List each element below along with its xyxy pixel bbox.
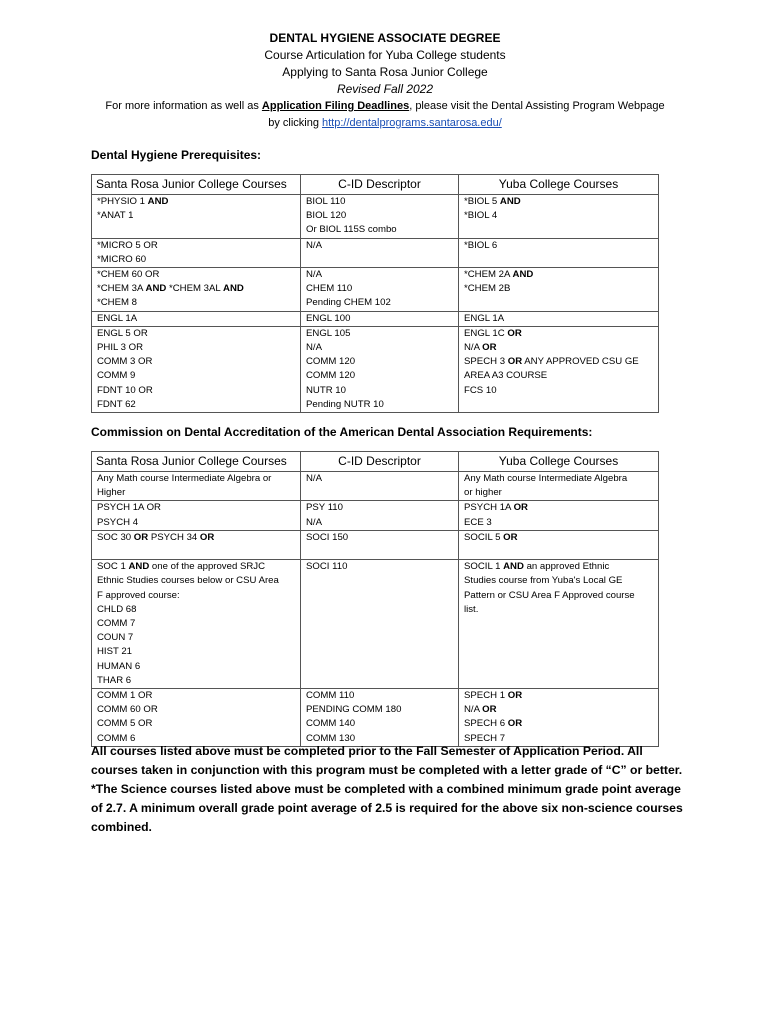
cell-line xyxy=(97,486,295,500)
cid-descriptor-cell xyxy=(301,689,459,747)
course-text: ECE 3 xyxy=(464,516,492,528)
course-text: PSYCH 1A OR xyxy=(97,502,161,514)
course-text: Any Math course Intermediate Algebra or xyxy=(97,473,272,484)
course-text: *BIOL 4 xyxy=(464,210,498,222)
course-text: *CHEM 3A xyxy=(97,283,146,295)
cell-line xyxy=(97,531,295,545)
cell-line xyxy=(97,603,295,617)
cell-line: BIOL 120 xyxy=(306,210,347,222)
table-row xyxy=(92,472,659,501)
filing-deadlines-text: Application Filing Deadlines xyxy=(261,100,410,112)
coda-body xyxy=(92,472,659,747)
connector-keyword: AND xyxy=(128,561,150,573)
revised-date: Revised Fall 2022 xyxy=(336,82,434,96)
yuba-course-cell xyxy=(459,311,659,326)
course-text: PSYCH 34 xyxy=(148,531,200,543)
cell-line xyxy=(97,574,295,588)
cell-line xyxy=(97,689,295,703)
course-text: PHIL 3 OR xyxy=(97,342,144,354)
course-text: ENGL 1C xyxy=(464,327,508,339)
srjc-course-cell xyxy=(92,311,301,326)
table-row xyxy=(92,311,659,326)
cell-line xyxy=(97,268,295,282)
connector-keyword: AND xyxy=(499,196,521,207)
cell-line xyxy=(464,209,653,223)
cid-descriptor-cell xyxy=(301,530,459,559)
course-text: list. xyxy=(464,603,479,615)
cell-line xyxy=(464,589,653,603)
course-text: *BIOL 6 xyxy=(464,239,498,251)
table-header-row xyxy=(92,452,659,472)
cell-line xyxy=(464,369,653,383)
cell-line xyxy=(97,674,295,688)
course-text: *CHEM 8 xyxy=(97,297,137,309)
course-text: SOCIL 1 xyxy=(464,561,504,573)
document-subtitle-2: Applying to Santa Rosa Junior College xyxy=(282,65,488,79)
cell-line xyxy=(97,355,295,369)
course-text: or higher xyxy=(464,487,502,499)
course-text: Studies course from Yuba's Local GE xyxy=(464,575,623,587)
course-text: F approved course: xyxy=(97,589,180,601)
cell-line xyxy=(97,398,295,412)
yuba-course-cell xyxy=(459,268,659,312)
cell-line xyxy=(464,486,653,500)
connector-keyword: AND xyxy=(147,196,169,207)
column-header-yuba: Yuba College Courses xyxy=(459,452,659,472)
course-text: Ethnic Studies courses below or CSU Area xyxy=(97,575,279,587)
table-row xyxy=(92,326,659,412)
document-title: DENTAL HYGIENE ASSOCIATE DEGREE xyxy=(269,31,501,45)
yuba-course-cell xyxy=(459,195,659,239)
cell-line: SOCI 150 xyxy=(306,531,349,543)
connector-keyword: OR xyxy=(503,531,518,543)
course-text: COMM 5 OR xyxy=(97,718,153,730)
cell-line: PSY 110 xyxy=(306,502,343,514)
yuba-course-cell xyxy=(459,560,659,689)
column-header-cid: C-ID Descriptor xyxy=(301,452,459,472)
course-text: HUMAN 6 xyxy=(97,660,141,672)
cell-line xyxy=(464,341,653,355)
cell-line: N/A xyxy=(306,239,322,251)
requirements-note: All courses listed above must be completed prior to the Fall Semester of Application Period. All courses taken in conjunction with this program must be completed with a letter grade of “C” or better. *The Science courses listed above must be completed with a combined minimum grade point average of 2.7. A minimum overall grade point average of 2.5 is required for the above six non-science courses combined. xyxy=(91,744,683,834)
course-text: AREA A3 COURSE xyxy=(464,370,548,382)
cell-line xyxy=(464,327,653,341)
cell-line: COMM 140 xyxy=(306,718,356,730)
connector-keyword: OR xyxy=(507,690,523,702)
course-text: ENGL 1A xyxy=(97,312,138,324)
cell-line xyxy=(464,574,653,588)
cell-line xyxy=(97,312,295,326)
link-line xyxy=(0,115,770,132)
cell-line: Pending NUTR 10 xyxy=(306,398,384,410)
course-text: SPECH 6 xyxy=(464,718,508,730)
course-text: ANY APPROVED CSU GE xyxy=(522,356,639,368)
column-header-cid: C-ID Descriptor xyxy=(301,175,459,195)
course-text: COMM 9 xyxy=(97,370,136,382)
column-header-srjc: Santa Rosa Junior College Courses xyxy=(92,175,301,195)
course-text: PSYCH 1A xyxy=(464,502,514,514)
cell-line xyxy=(464,516,653,530)
cell-line xyxy=(97,660,295,674)
course-text: FCS 10 xyxy=(464,384,497,396)
cell-line xyxy=(97,369,295,383)
cell-line xyxy=(464,531,653,545)
course-text: *CHEM 3AL xyxy=(166,283,224,295)
table-row xyxy=(92,268,659,312)
cid-descriptor-cell xyxy=(301,311,459,326)
srjc-course-cell xyxy=(92,268,301,312)
cell-line: Or BIOL 115S combo xyxy=(306,224,397,236)
cell-line: CHEM 110 xyxy=(306,283,353,295)
document-header xyxy=(0,30,770,132)
cell-line xyxy=(464,603,653,617)
course-text: HIST 21 xyxy=(97,646,133,658)
course-text: *MICRO 5 OR xyxy=(97,239,158,251)
course-text: SOC 1 xyxy=(97,561,129,573)
srjc-course-cell xyxy=(92,472,301,501)
info-prefix: For more information as well as xyxy=(105,100,262,112)
course-text: CHLD 68 xyxy=(97,603,137,615)
info-suffix: , please visit the Dental Assisting Program Webpage xyxy=(409,100,665,112)
table-row xyxy=(92,238,659,267)
cell-line: COMM 120 xyxy=(306,356,356,368)
cell-line xyxy=(97,384,295,398)
table-header-row xyxy=(92,175,659,195)
course-text: COMM 6 xyxy=(97,732,136,744)
connector-keyword: OR xyxy=(133,531,149,543)
cell-line: COMM 120 xyxy=(306,370,356,382)
cell-line xyxy=(464,717,653,731)
cell-line xyxy=(97,560,295,574)
cell-line: COMM 130 xyxy=(306,732,356,744)
course-text: Any Math course Intermediate Algebra xyxy=(464,473,628,484)
course-text: COMM 60 OR xyxy=(97,704,158,716)
cell-line xyxy=(97,717,295,731)
cell-line xyxy=(97,195,295,209)
srjc-course-cell xyxy=(92,560,301,689)
prerequisites-table xyxy=(91,174,659,413)
yuba-course-cell xyxy=(459,501,659,530)
cell-line xyxy=(97,516,295,530)
connector-keyword: OR xyxy=(513,502,528,514)
cell-line xyxy=(97,501,295,515)
cell-line xyxy=(97,253,295,267)
course-text: PSYCH 4 xyxy=(97,516,139,528)
course-text: SOC 30 xyxy=(97,531,134,543)
course-text: N/A xyxy=(464,704,483,716)
connector-keyword: OR xyxy=(482,342,497,354)
cell-line xyxy=(97,545,295,559)
cell-line xyxy=(97,703,295,717)
info-line xyxy=(0,98,770,115)
cell-line: Pending CHEM 102 xyxy=(306,297,391,309)
connector-keyword: AND xyxy=(145,283,167,295)
cell-line xyxy=(464,560,653,574)
course-text: COMM 3 OR xyxy=(97,356,153,368)
cell-line xyxy=(97,631,295,645)
srjc-course-cell xyxy=(92,689,301,747)
connector-keyword: OR xyxy=(507,356,523,368)
course-text: *BIOL 5 xyxy=(464,196,500,207)
cell-line xyxy=(464,195,653,209)
cell-line xyxy=(464,384,653,398)
course-text: *CHEM 2B xyxy=(464,283,511,295)
course-text: *CHEM 2A xyxy=(464,269,513,281)
cell-line xyxy=(97,341,295,355)
course-text: COMM 7 xyxy=(97,618,136,630)
course-text: ENGL 1A xyxy=(464,312,505,324)
coda-table xyxy=(91,451,659,747)
course-text: Higher xyxy=(97,487,126,499)
course-text: N/A xyxy=(464,342,483,354)
course-text: one of the approved SRJC xyxy=(149,561,265,573)
coda-heading: Commission on Dental Accreditation of the American Dental Association Requirements: xyxy=(91,425,593,439)
cell-line xyxy=(464,355,653,369)
cid-descriptor-cell xyxy=(301,238,459,267)
cid-descriptor-cell xyxy=(301,472,459,501)
document-subtitle-1: Course Articulation for Yuba College students xyxy=(264,48,506,62)
course-text: an approved Ethnic xyxy=(523,561,610,573)
course-text: COMM 1 OR xyxy=(97,690,153,702)
cell-line xyxy=(97,589,295,603)
table-row xyxy=(92,560,659,689)
course-text: *CHEM 60 OR xyxy=(97,269,160,281)
course-text: THAR 6 xyxy=(97,674,132,686)
cell-line xyxy=(464,312,653,326)
cell-line: N/A xyxy=(306,269,322,281)
course-text: COUN 7 xyxy=(97,632,134,644)
cid-descriptor-cell xyxy=(301,560,459,689)
srjc-course-cell xyxy=(92,326,301,412)
yuba-course-cell xyxy=(459,530,659,559)
srjc-course-cell xyxy=(92,501,301,530)
cell-line xyxy=(97,472,295,486)
connector-keyword: OR xyxy=(482,704,497,716)
cell-line: N/A xyxy=(306,516,322,528)
course-text: Pattern or CSU Area F Approved course xyxy=(464,589,635,601)
course-text: FDNT 62 xyxy=(97,398,136,410)
connector-keyword: OR xyxy=(507,718,523,730)
cell-line xyxy=(464,239,653,253)
yuba-course-cell xyxy=(459,689,659,747)
table-row xyxy=(92,530,659,559)
cell-line xyxy=(97,296,295,310)
prerequisites-body xyxy=(92,195,659,413)
cell-line: ENGL 105 xyxy=(306,327,351,339)
cell-line: PENDING COMM 180 xyxy=(306,704,402,716)
course-text: SPECH 1 xyxy=(464,690,508,702)
course-text: SPECH 7 xyxy=(464,732,506,744)
cell-line xyxy=(464,268,653,282)
cid-descriptor-cell xyxy=(301,501,459,530)
connector-keyword: OR xyxy=(507,327,522,339)
course-text: *ANAT 1 xyxy=(97,210,134,222)
column-header-srjc: Santa Rosa Junior College Courses xyxy=(92,452,301,472)
cell-line xyxy=(464,282,653,296)
yuba-course-cell xyxy=(459,238,659,267)
cell-line: COMM 110 xyxy=(306,690,355,702)
cid-descriptor-cell xyxy=(301,268,459,312)
cell-line xyxy=(97,239,295,253)
course-text: SPECH 3 xyxy=(464,356,508,368)
prerequisites-heading: Dental Hygiene Prerequisites: xyxy=(91,148,262,162)
cell-line: N/A xyxy=(306,342,322,354)
cell-line xyxy=(464,501,653,515)
cell-line: ENGL 100 xyxy=(306,312,351,324)
cid-descriptor-cell xyxy=(301,195,459,239)
dental-programs-link[interactable]: http://dentalprograms.santarosa.edu/ xyxy=(322,117,502,129)
course-text: *PHYSIO 1 xyxy=(97,196,148,207)
srjc-course-cell xyxy=(92,238,301,267)
srjc-course-cell xyxy=(92,195,301,239)
cell-line xyxy=(464,472,653,486)
course-text: ENGL 5 OR xyxy=(97,327,148,339)
cell-line xyxy=(464,703,653,717)
cell-line xyxy=(97,617,295,631)
course-text: FDNT 10 OR xyxy=(97,384,153,396)
table-row xyxy=(92,501,659,530)
connector-keyword: AND xyxy=(223,283,244,295)
cell-line xyxy=(97,209,295,223)
cell-line xyxy=(97,645,295,659)
cell-line: BIOL 110 xyxy=(306,196,346,207)
cell-line: SOCI 110 xyxy=(306,561,348,573)
yuba-course-cell xyxy=(459,472,659,501)
column-header-yuba: Yuba College Courses xyxy=(459,175,659,195)
cell-line xyxy=(97,327,295,341)
cell-line: N/A xyxy=(306,473,322,484)
cell-line: NUTR 10 xyxy=(306,384,346,396)
cell-line xyxy=(97,282,295,296)
connector-keyword: AND xyxy=(512,269,534,281)
table-row xyxy=(92,195,659,239)
course-text: *MICRO 60 xyxy=(97,253,147,265)
course-text: SOCIL 5 xyxy=(464,531,504,543)
yuba-course-cell xyxy=(459,326,659,412)
table-row xyxy=(92,689,659,747)
cid-descriptor-cell xyxy=(301,326,459,412)
connector-keyword: AND xyxy=(503,561,524,573)
link-prefix: by clicking xyxy=(268,117,322,129)
cell-line xyxy=(464,689,653,703)
srjc-course-cell xyxy=(92,530,301,559)
connector-keyword: OR xyxy=(199,531,215,543)
